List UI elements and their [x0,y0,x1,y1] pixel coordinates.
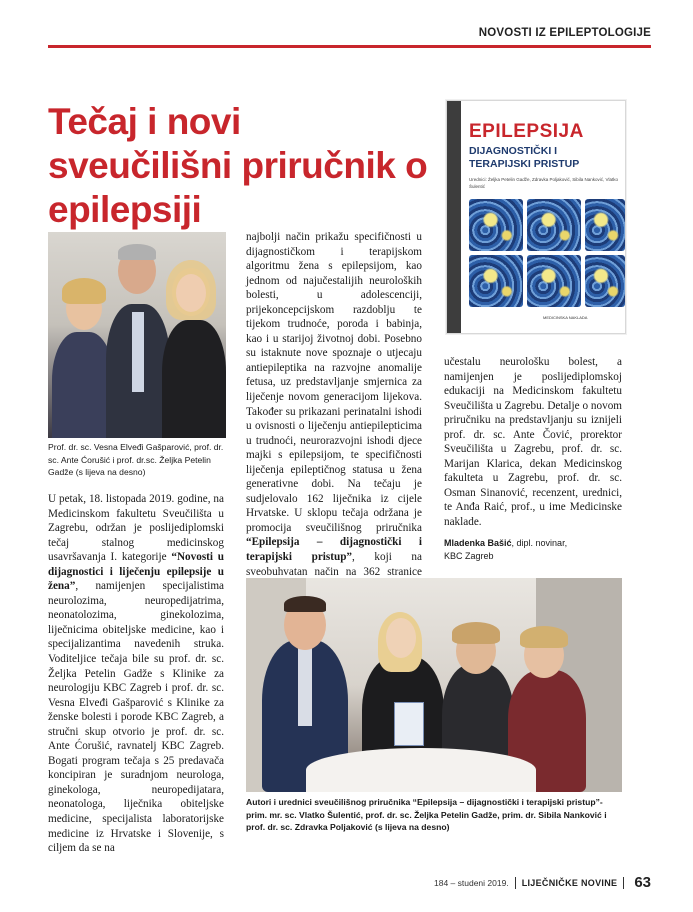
book-cover-authors: Urednici: Željka Petelin Gadže, Zdravka Poljaković, Sibila Nanković, Vlatko Šulentić [469,177,619,189]
book-cover-subtitle: DIJAGNOSTIČKI I TERAPIJSKI PRISTUP [469,145,580,170]
article-column-2 [246,230,422,594]
photo-caption-2: Autori i urednici sveučilišnog priručnika “Epilepsija – dijagnostički i terapijski pristup”- prim. mr. sc. Vlatko Šulentić, prof. dr. sc. Željka Petelin Gadže, prim. dr. Sibila Nanković i prof. dr. sc. Zdravka Poljaković (s lijeva na desno) [246,797,607,832]
column-2-text-b: , koji na sveobuhvatan način na 362 stranice [246,551,422,578]
author-org: KBC Zagreb [444,551,494,561]
footer-separator [623,877,624,889]
photo-book-authors [246,578,622,792]
article-title: Tečaj i novi sveučilišni priručnik o epilepsiji [48,101,428,230]
author-byline [444,537,624,563]
book-art-tile [585,199,625,251]
top-rule [48,45,651,48]
author-title: , dipl. novinar, [511,538,568,548]
footer-separator [515,877,516,889]
footer-magazine: LIJEČNIČKE NOVINE [521,877,618,888]
page-footer [434,874,651,891]
author-name: Mladenka Bašić [444,538,512,548]
book-name: “Epilepsija – dijagnostički i terapijski pristup” [246,536,422,564]
book-art-tile [585,255,625,307]
photo-caption-1: Prof. dr. sc. Vesna Elveđi Gašparović, prof. dr. sc. Ante Ćorušić i prof. dr.sc. Željka Petelin Gadže (s lijeva na desno) [48,442,224,477]
book-art-tile [469,199,523,251]
footer-issue: 184 – studeni 2019. [434,877,509,888]
article-column-1 [48,492,224,856]
publisher-logo: MEDICINSKA NAKLADA [543,315,588,320]
course-name: “Novosti u dijagnostici i liječenju epilepsije u žena” [48,551,224,593]
book-cover-title: EPILEPSIJA [469,121,584,142]
article-column-3: učestalu neurološku bolest, a namijenjen je poslijediplomskoj edukaciji na Medicinskom fakultetu Sveučilišta u Zagrebu. Detalje o novom priručniku na predstavljanju su iznijeli prof. dr. sc. Ante Čović, prorektor Sveučilišta u Zagrebu, prof. dr. sc. Marijan Klarica, dekan Medicinskog fakulteta u Zagrebu, prof. dr. sc. Osman Sinanović, recenzent, urednici, te Anđa Raić, prof., u ime Medicinske naklade. [444,356,622,529]
book-spine-bar [447,101,461,333]
column-1-text-b: , namijenjen specijalistima neurolozima, neuropedijatrima, neonatolozima, ginekolozima, liječnicima obiteljske medicine, kao i specijalizantima navedenih struka. Voditeljice tečaja bile su prof. dr. sc. Željka Petelin Gadže s Klinike za neurologiju KBC Zagreb i prof. dr. sc. Vesna Elveđi Gašparović s Klinike za ženske bolesti i porode KBC Zagreb, a stručni skup otvorio je prof. dr. sc. Ante Ćorušić, ravnatelj KBC Zagreb. Bogati program tečaja s 25 predavača koncipiran je suradnjom neurologa, ginekologa, neuropedijatara, neonatologa, liječnika obiteljske medicine, specijalista laboratorijske medicine iz Hrvatske i Slovenije, s ciljem da se na [48,580,224,855]
book-cover [446,100,626,334]
photo-three-people [48,232,226,438]
column-2-text-a: najbolji način prikažu specifičnosti u dijagnostičkom i terapijskom algoritmu žena s epilepsijom, kao jednom od najučestalijih neuroloških bolesti, u adolescenciji, prijekoncepcijskom razdoblju te tijekom trudnoće, poroda i babinja, kao i u starijoj životnoj dobi. Posebno su istaknute nove spoznaje o utjecaju antiepileptika na razvojne anomalije fetusa, uz predstavljanje smjernica za liječenje novom generacijom lijekova. Također su prikazani perinatalni ishodi u ovisnosti o liječenju antiepilepticima u trudnoći, neurorazvojni ishodi djece majki s epilepsijom, te specifičnosti liječenja epileptičnog statusa u žena generativne dobi. Na tečaju je sudjelovalo 162 liječnika iz cijele Hrvatske. U sklopu tečaja održana je promocija sveučilišnog priručnika [246,231,422,534]
section-label: NOVOSTI IZ EPILEPTOLOGIJE [478,27,651,39]
book-art-tile [527,255,581,307]
column-1-text-a: U petak, 18. listopada 2019. godine, na Medicinskom fakultetu Sveučilišta u Zagrebu, održan je poslijediplomski tečaj stalnog medicinskog usavršavanja I. kategorije [48,493,224,564]
page-number: 63 [634,874,651,891]
book-art-tile [527,199,581,251]
book-art-tile [469,255,523,307]
